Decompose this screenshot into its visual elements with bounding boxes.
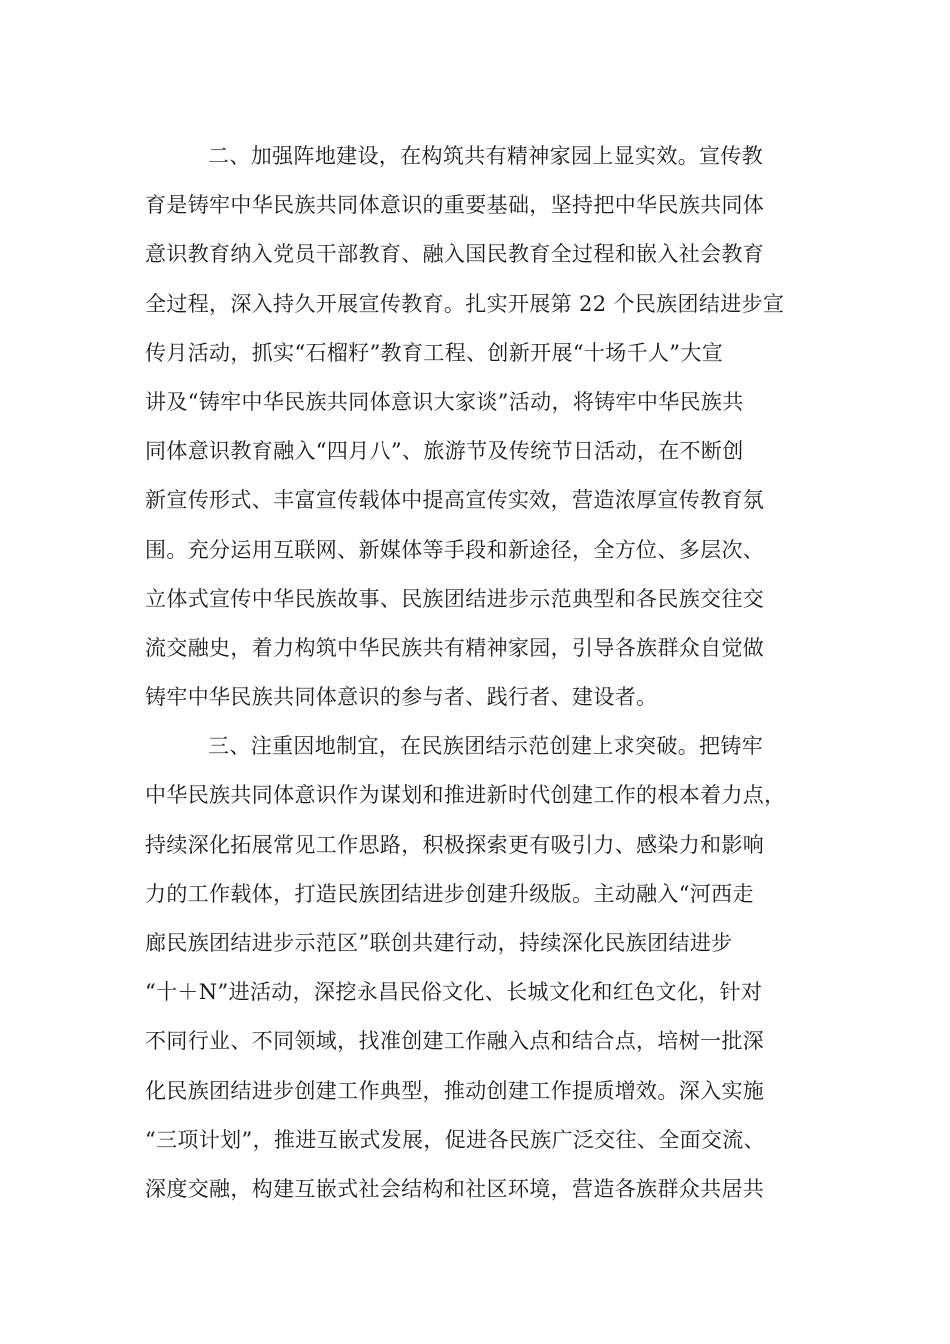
paragraph-line: 化民族团结进步创建工作典型，推动创建工作提质增效。深入实施 bbox=[145, 1078, 765, 1103]
paragraph-line: 讲及“铸牢中华民族共同体意识大家谈”活动，将铸牢中华民族共 bbox=[145, 389, 744, 414]
paragraph-line: 育是铸牢中华民族共同体意识的重要基础，坚持把中华民族共同体 bbox=[145, 193, 765, 218]
paragraph-line: 同体意识教育融入“四月八”、旅游节及传统节日活动，在不断创 bbox=[145, 439, 744, 464]
paragraph-line: 全过程，深入持久开展宣传教育。扎实开展第 22 个民族团结进步宣 bbox=[145, 291, 785, 316]
paragraph-line: 力的工作载体，打造民族团结进步创建升级版。主动融入“河西走 bbox=[145, 881, 754, 906]
document-body bbox=[145, 132, 825, 1214]
paragraph-line: 二、加强阵地建设，在构筑共有精神家园上显实效。宣传教 bbox=[208, 144, 764, 168]
paragraph-line: 持续深化拓展常见工作思路，积极探索更有吸引力、感染力和影响 bbox=[145, 832, 765, 857]
paragraph-section-two bbox=[145, 132, 825, 722]
paragraph-line: 中华民族共同体意识作为谋划和推进新时代创建工作的根本着力点， bbox=[145, 783, 786, 808]
paragraph-section-three bbox=[145, 722, 825, 1214]
paragraph-line: 围。充分运用互联网、新媒体等手段和新途径，全方位、多层次、 bbox=[145, 537, 765, 562]
paragraph-line: 传月活动，抓实“石榴籽”教育工程、创新开展“十场千人”大宣 bbox=[145, 340, 724, 365]
paragraph-line: 不同行业、不同领域，找准创建工作融入点和结合点，培树一批深 bbox=[145, 1029, 765, 1054]
paragraph-line: 廊民族团结进步示范区”联创共建行动，持续深化民族团结进步 bbox=[145, 931, 733, 955]
paragraph-line: 意识教育纳入党员干部教育、融入国民教育全过程和嵌入社会教育 bbox=[145, 242, 765, 267]
paragraph-line: 铸牢中华民族共同体意识的参与者、践行者、建设者。 bbox=[145, 685, 658, 710]
paragraph-line: 立体式宣传中华民族故事、民族团结进步示范典型和各民族交往交 bbox=[145, 586, 765, 611]
paragraph-line: 三、注重因地制宜，在民族团结示范创建上求突破。把铸牢 bbox=[208, 734, 764, 759]
paragraph-line: 深度交融，构建互嵌式社会结构和社区环境，营造各族群众共居共 bbox=[145, 1176, 765, 1201]
paragraph-line: “三项计划”，推进互嵌式发展，促进各民族广泛交往、全面交流、 bbox=[145, 1127, 765, 1152]
paragraph-line: 流交融史，着力构筑中华民族共有精神家园，引导各族群众自觉做 bbox=[145, 635, 765, 660]
paragraph-line: “十＋N”进活动，深挖永昌民俗文化、长城文化和红色文化，针对 bbox=[145, 980, 763, 1005]
paragraph-line: 新宣传形式、丰富宣传载体中提高宣传实效，营造浓厚宣传教育氛 bbox=[145, 488, 765, 513]
